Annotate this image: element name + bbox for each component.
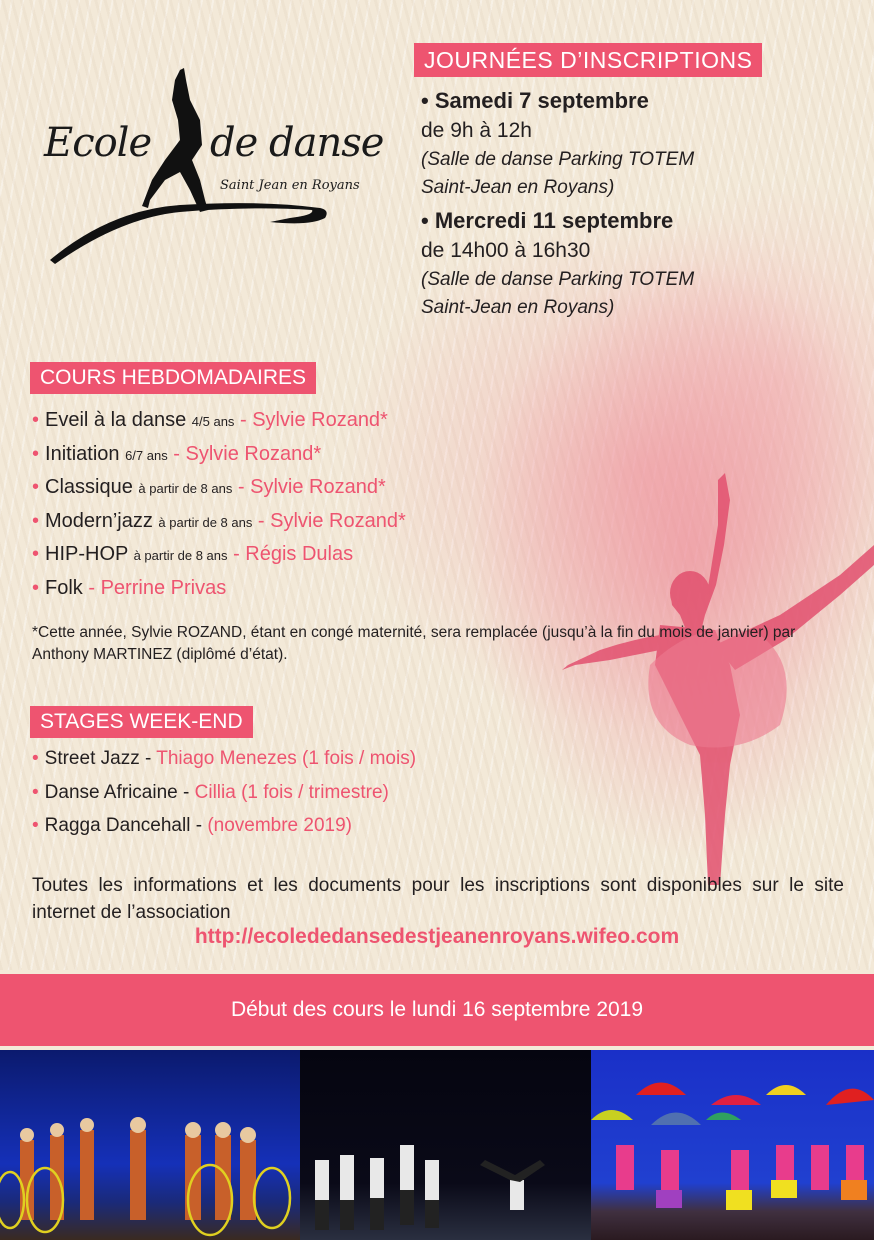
cours-age: 4/5 ans bbox=[191, 414, 235, 429]
inscription-hours: de 14h00 à 16h30 bbox=[421, 239, 591, 262]
bullet-icon: • bbox=[32, 543, 40, 565]
inscription-location: (Salle de danse Parking TOTEM bbox=[421, 269, 695, 290]
website-url[interactable]: http://ecolededansedestjeanenroyans.wifeo.com bbox=[194, 925, 680, 948]
inscription-date: • Samedi 7 septembre bbox=[421, 88, 649, 113]
inscriptions-heading: JOURNÉES D’INSCRIPTIONS bbox=[414, 43, 762, 77]
inscription-day bbox=[421, 206, 694, 322]
cours-teacher: - Perrine Privas bbox=[88, 576, 227, 599]
cours-age: à partir de 8 ans bbox=[138, 481, 233, 496]
logo-word-ecole: Ecole bbox=[44, 120, 152, 166]
stages-heading: STAGES WEEK-END bbox=[30, 706, 253, 738]
photo-hoops bbox=[0, 1050, 300, 1240]
cours-name: Modern’jazz bbox=[45, 509, 153, 532]
bullet-icon: • bbox=[32, 576, 40, 599]
inscription-date: • Mercredi 11 septembre bbox=[421, 208, 674, 233]
cours-list bbox=[32, 404, 406, 605]
cours-age: à partir de 8 ans bbox=[133, 548, 228, 563]
website-link[interactable] bbox=[0, 925, 874, 949]
bullet-icon: • bbox=[32, 781, 39, 803]
logo-subtitle: Saint Jean en Royans bbox=[220, 178, 360, 193]
cours-item bbox=[32, 471, 406, 505]
logo-word-danse: de danse bbox=[210, 120, 384, 166]
stage-item bbox=[32, 809, 416, 843]
cours-teacher: - Régis Dulas bbox=[233, 543, 354, 565]
cours-name: HIP-HOP bbox=[45, 543, 128, 565]
stage-name: Ragga Dancehall - bbox=[44, 815, 208, 836]
inscription-hours: de 9h à 12h bbox=[421, 119, 532, 142]
cours-name: Classique bbox=[45, 476, 133, 498]
start-date-banner: Début des cours le lundi 16 septembre 2019 bbox=[0, 974, 874, 1046]
ballerina-illustration bbox=[540, 465, 874, 885]
bullet-icon: • bbox=[32, 409, 40, 431]
bullet-icon: • bbox=[32, 815, 39, 836]
inscription-day bbox=[421, 86, 694, 202]
bullet-icon: • bbox=[32, 748, 39, 769]
cours-item bbox=[32, 404, 406, 438]
bullet-icon: • bbox=[32, 509, 40, 532]
cours-teacher: - Sylvie Rozand* bbox=[257, 509, 406, 532]
inscription-location: (Salle de danse Parking TOTEM bbox=[421, 149, 695, 170]
stage-detail: (novembre 2019) bbox=[207, 815, 353, 836]
stage-item bbox=[32, 742, 416, 776]
cours-name: Eveil à la danse bbox=[45, 409, 187, 431]
stage-name: Street Jazz - bbox=[44, 748, 157, 769]
cours-item bbox=[32, 505, 406, 539]
inscription-location: Saint-Jean en Royans) bbox=[421, 297, 615, 318]
inscription-location: Saint-Jean en Royans) bbox=[421, 177, 615, 198]
cours-heading: COURS HEBDOMADAIRES bbox=[30, 362, 316, 394]
cours-age: 6/7 ans bbox=[125, 447, 168, 463]
replacement-note: *Cette année, Sylvie ROZAND, étant en congé maternité, sera remplacée (jusqu’à la fin du mois de janvier) par Anthony MARTINEZ (diplômé d’état). bbox=[32, 624, 796, 663]
inscriptions-list bbox=[421, 86, 694, 326]
cours-teacher: - Sylvie Rozand* bbox=[240, 409, 388, 431]
stage-item bbox=[32, 776, 416, 810]
stage-detail: Cillia (1 fois / trimestre) bbox=[194, 781, 389, 803]
cours-name: Initiation bbox=[45, 442, 120, 465]
cours-teacher: - Sylvie Rozand* bbox=[237, 476, 386, 498]
photo-strip bbox=[0, 1050, 874, 1240]
bullet-icon: • bbox=[32, 442, 40, 465]
cours-item bbox=[32, 572, 406, 606]
photo-umbrellas bbox=[591, 1050, 874, 1240]
cours-teacher: - Sylvie Rozand* bbox=[173, 442, 322, 465]
stage-detail: Thiago Menezes (1 fois / mois) bbox=[156, 748, 417, 769]
cours-item bbox=[32, 438, 406, 472]
cours-age: à partir de 8 ans bbox=[158, 514, 253, 530]
cours-item bbox=[32, 538, 406, 572]
bullet-icon: • bbox=[32, 476, 40, 498]
info-paragraph: Toutes les informations et les documents pour les inscriptions sont disponibles sur le site internet de l’association bbox=[32, 875, 844, 923]
school-logo bbox=[30, 60, 390, 270]
cours-name: Folk bbox=[45, 576, 83, 599]
stages-list bbox=[32, 742, 416, 843]
stage-name: Danse Africaine - bbox=[44, 781, 195, 803]
photo-hiphop bbox=[300, 1050, 591, 1240]
